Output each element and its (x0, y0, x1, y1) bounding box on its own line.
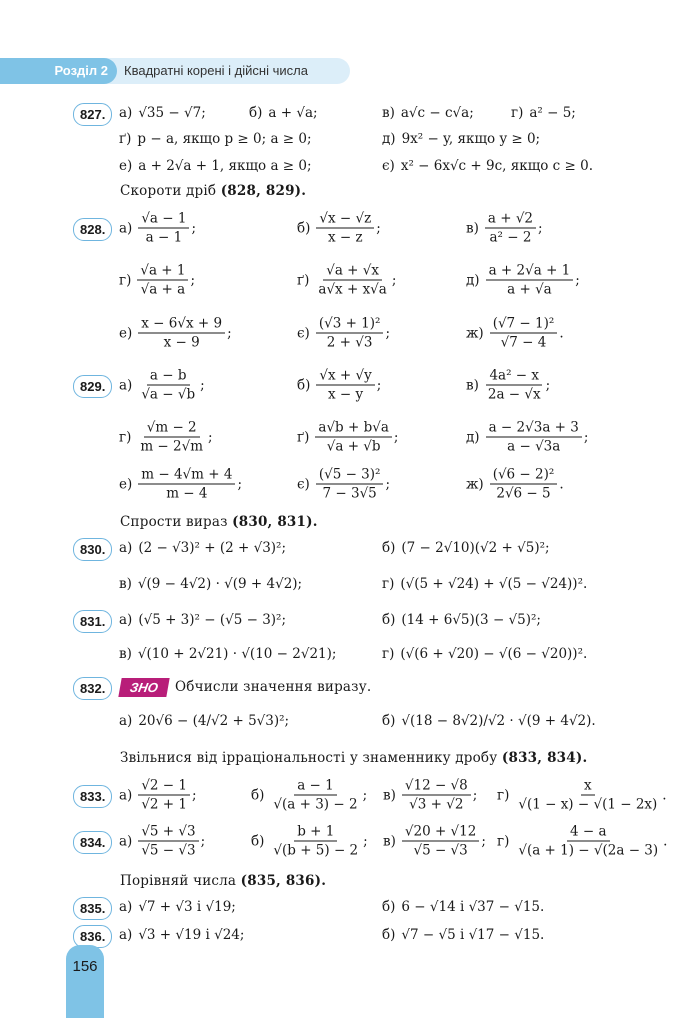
item-expression: 20√6 − (4/√2 + 5√3)²; (138, 713, 290, 729)
fraction (138, 210, 189, 247)
fraction-denominator: √a + a (140, 281, 186, 298)
item-expression: √7 − √5 і √17 − √15. (401, 927, 545, 943)
problem-item (297, 262, 396, 299)
problem-item (383, 823, 486, 860)
fraction-denominator: a² − 2 (489, 229, 532, 246)
item-label: а) (119, 787, 133, 803)
item-label: е) (119, 476, 133, 492)
problem-item (297, 315, 390, 352)
problem-item (466, 466, 564, 503)
fraction (138, 367, 198, 404)
problem-item (119, 419, 213, 456)
fraction (138, 466, 235, 503)
fraction-denominator: 7 − 3√5 (322, 485, 377, 502)
problem-item (119, 644, 336, 664)
item-label: б) (249, 105, 263, 121)
fraction-numerator: √a + 1 (137, 262, 188, 281)
problem-item (297, 367, 381, 404)
problem-item (383, 777, 477, 814)
page-number-tab (66, 945, 104, 1018)
fraction-numerator: b + 1 (294, 823, 337, 842)
item-label: б) (382, 713, 396, 729)
problem-item (497, 823, 667, 860)
problem-number-830: 830. (73, 538, 112, 561)
fraction (486, 262, 574, 299)
fraction-numerator: √5 + √3 (138, 823, 198, 842)
problem-item (382, 610, 541, 630)
fraction (138, 823, 198, 860)
fraction-denominator: 2√6 − 5 (496, 485, 551, 502)
fraction-numerator: 4 − a (567, 823, 610, 842)
fraction (270, 823, 361, 860)
problem-item (382, 156, 593, 176)
problem-item (382, 538, 550, 558)
fraction-denominator: √2 + 1 (141, 796, 188, 813)
item-label: в) (382, 105, 395, 121)
fraction-tail: ; (190, 272, 196, 288)
fraction-numerator: √a − 1 (138, 210, 189, 229)
item-expression: 6 − √14 і √37 − √15. (401, 899, 545, 915)
item-expression: x² − 6x√c + 9c, якщо c ≥ 0. (400, 158, 593, 174)
item-label: г) (511, 105, 524, 121)
item-expression: a + √a; (268, 105, 318, 121)
problem-item (119, 262, 195, 299)
fraction-tail: ; (208, 429, 213, 445)
item-label: а) (119, 713, 133, 729)
problem-item (497, 777, 667, 814)
item-label: а) (119, 220, 133, 236)
fraction-denominator: √(b + 5) − 2 (273, 842, 359, 859)
item-label: е) (119, 325, 133, 341)
fraction (315, 262, 389, 299)
fraction-denominator: √a + √b (326, 438, 381, 455)
fraction-numerator: a − 2√3a + 3 (486, 419, 582, 438)
problem-number-836: 836. (73, 925, 112, 948)
fraction-tail: . (663, 833, 668, 849)
fraction (137, 419, 206, 456)
item-label: ґ) (297, 429, 310, 445)
heading-832: Обчисли значення виразу. (175, 679, 372, 695)
fraction-numerator: √2 − 1 (138, 777, 190, 796)
item-expression: √(10 + 2√21) · √(10 − 2√21); (137, 646, 337, 662)
problem-number-832: 832. (73, 677, 112, 700)
item-label: б) (251, 833, 265, 849)
item-label: б) (382, 540, 396, 556)
item-label: б) (382, 612, 396, 628)
problem-item (297, 210, 381, 247)
fraction (316, 210, 374, 247)
item-label: ґ) (119, 131, 132, 147)
item-expression: a + 2√a + 1, якщо a ≥ 0; (138, 158, 312, 174)
page-number: 156 (72, 958, 98, 975)
fraction-numerator: (√6 − 2)² (490, 466, 558, 485)
section-tag: Розділ 2 (0, 58, 117, 84)
problem-item (119, 315, 232, 352)
item-label: а) (119, 927, 133, 943)
fraction-numerator: a + 2√a + 1 (486, 262, 574, 281)
fraction (315, 419, 391, 456)
fraction-numerator: √x − √z (316, 210, 374, 229)
item-label: ґ) (297, 272, 310, 288)
problem-number-834: 834. (73, 831, 112, 854)
item-label: є) (382, 158, 395, 174)
fraction-numerator: (√7 − 1)² (490, 315, 558, 334)
problem-item (466, 210, 543, 247)
fraction-denominator: m − 4 (166, 485, 208, 502)
item-label: д) (382, 131, 396, 147)
zno-badge: ЗНО (118, 678, 169, 697)
fraction (486, 419, 582, 456)
item-label: а) (119, 540, 133, 556)
problem-item (382, 574, 587, 594)
item-label: в) (383, 833, 396, 849)
fraction-denominator: x − y (328, 386, 364, 403)
item-expression: √3 + √19 і √24; (138, 927, 245, 943)
problem-item (119, 777, 197, 814)
fraction-denominator: a − √3a (507, 438, 561, 455)
problem-item (119, 897, 236, 917)
fraction (316, 315, 384, 352)
fraction-tail: ; (362, 787, 368, 803)
fraction (316, 367, 374, 404)
item-label: в) (119, 576, 132, 592)
fraction-numerator: a + √2 (485, 210, 536, 229)
item-label: г) (119, 272, 132, 288)
fraction-denominator: √(a + 1) − √(2a − 3) (518, 842, 659, 859)
fraction (137, 262, 188, 299)
problem-item (119, 156, 312, 176)
item-label: б) (297, 377, 311, 393)
heading-833: Звільнися від ірраціональності у знаменнику дробу (833, 834). (120, 750, 588, 766)
fraction-numerator: √20 + √12 (402, 823, 479, 842)
problem-item (119, 103, 206, 123)
problem-item (119, 210, 196, 247)
item-expression: √7 + √3 і √19; (138, 899, 236, 915)
item-expression: p − a, якщо p ≥ 0; a ≥ 0; (137, 131, 312, 147)
fraction-denominator: √(a + 3) − 2 (273, 796, 358, 813)
fraction (515, 777, 660, 814)
problem-item (466, 262, 580, 299)
problem-item (119, 925, 244, 945)
item-expression: (√5 + 3)² − (√5 − 3)²; (138, 612, 287, 628)
problem-item (119, 538, 286, 558)
item-expression: (2 − √3)² + (2 + √3)²; (138, 540, 287, 556)
fraction-numerator: x − 6√x + 9 (138, 315, 225, 334)
problem-item (249, 103, 318, 123)
item-label: б) (382, 899, 396, 915)
item-label: г) (497, 833, 510, 849)
item-expression: √(18 − 8√2)/√2 · √(9 + 4√2). (401, 713, 596, 729)
fraction-denominator: √5 − √3 (141, 842, 196, 859)
problem-item (251, 777, 367, 814)
item-expression: (14 + 6√5)(3 − √5)²; (401, 612, 541, 628)
fraction-numerator: m − 4√m + 4 (138, 466, 235, 485)
problem-item (511, 103, 576, 123)
fraction-numerator: 4a² − x (486, 367, 542, 386)
problem-item (382, 129, 540, 149)
item-label: в) (466, 220, 479, 236)
item-label: г) (119, 429, 132, 445)
fraction-numerator: x (581, 777, 595, 796)
fraction-tail: . (559, 476, 564, 492)
problem-item (382, 925, 544, 945)
problem-item (251, 823, 368, 860)
item-label: а) (119, 612, 133, 628)
item-label: в) (383, 787, 396, 803)
fraction-denominator: m − 2√m (140, 438, 204, 455)
fraction-tail: ; (200, 833, 206, 849)
fraction-denominator: a − 1 (145, 229, 183, 246)
fraction-denominator: √3 + √2 (409, 796, 464, 813)
item-label: б) (382, 927, 396, 943)
item-label: а) (119, 377, 133, 393)
item-label: г) (497, 787, 510, 803)
fraction-numerator: a − 1 (294, 777, 337, 796)
item-label: є) (297, 476, 310, 492)
fraction (490, 466, 558, 503)
problem-item (466, 367, 550, 404)
section-title: Квадратні корені і дійсні числа (124, 63, 308, 78)
problem-item (119, 129, 312, 149)
problem-number-829: 829. (73, 375, 112, 398)
fraction-denominator: a√x + x√a (318, 281, 387, 298)
problem-number-831: 831. (73, 610, 112, 633)
item-expression: √35 − √7; (138, 105, 206, 121)
problem-item (119, 610, 286, 630)
problem-item (297, 419, 398, 456)
fraction-numerator: a − b (147, 367, 190, 386)
item-label: є) (297, 325, 310, 341)
fraction-tail: ; (376, 220, 381, 236)
fraction-tail: ; (227, 325, 232, 341)
item-expression: √(9 − 4√2) · √(9 + 4√2); (137, 576, 303, 592)
fraction (402, 823, 479, 860)
fraction-numerator: a√b + b√a (315, 419, 391, 438)
item-label: г) (382, 576, 395, 592)
fraction-tail: ; (385, 476, 391, 492)
fraction (402, 777, 471, 814)
fraction-denominator: x − 9 (163, 334, 200, 351)
fraction (485, 210, 536, 247)
fraction (270, 777, 360, 814)
fraction-tail: ; (472, 787, 478, 803)
item-label: ж) (466, 325, 484, 341)
item-expression: (√(6 + √20) − √(6 − √20))². (400, 646, 588, 662)
problem-item (382, 897, 544, 917)
fraction-tail: ; (391, 272, 397, 288)
problem-number-828: 828. (73, 218, 112, 241)
item-label: б) (297, 220, 311, 236)
fraction (490, 315, 558, 352)
problem-item (466, 315, 564, 352)
fraction-denominator: 2a − √x (487, 386, 541, 403)
fraction (485, 367, 544, 404)
item-label: б) (251, 787, 265, 803)
problem-item (119, 367, 205, 404)
item-label: г) (382, 646, 395, 662)
item-expression: 9x² − y, якщо y ≥ 0; (401, 131, 541, 147)
problem-item (382, 103, 474, 123)
item-label: а) (119, 833, 133, 849)
item-label: е) (119, 158, 133, 174)
item-label: в) (466, 377, 479, 393)
fraction (515, 823, 661, 860)
problem-item (466, 419, 588, 456)
fraction-numerator: (√5 − 3)² (316, 466, 384, 485)
fraction-tail: . (662, 787, 667, 803)
fraction-tail: ; (237, 476, 242, 492)
fraction-tail: ; (583, 429, 589, 445)
fraction-tail: ; (363, 833, 368, 849)
fraction-tail: ; (200, 377, 205, 393)
problem-number-827: 827. (73, 103, 112, 126)
item-expression: a² − 5; (529, 105, 576, 121)
fraction-denominator: √a − √b (141, 386, 196, 403)
problem-item (119, 711, 289, 731)
fraction-tail: ; (192, 787, 197, 803)
fraction-numerator: √a + √x (323, 262, 382, 281)
fraction-tail: ; (385, 325, 391, 341)
item-label: а) (119, 105, 133, 121)
fraction-denominator: √7 − 4 (500, 334, 547, 351)
fraction-numerator: √12 − √8 (402, 777, 471, 796)
fraction (138, 315, 225, 352)
fraction-denominator: √(1 − x) − √(1 − 2x) (518, 796, 658, 813)
fraction (138, 777, 190, 814)
fraction-tail: ; (393, 429, 399, 445)
problem-item (119, 574, 302, 594)
item-label: в) (119, 646, 132, 662)
item-expression: (√(5 + √24) + √(5 − √24))². (400, 576, 588, 592)
heading-830: Спрости вираз (830, 831). (120, 514, 318, 530)
fraction-tail: ; (191, 220, 197, 236)
fraction-tail: . (559, 325, 564, 341)
fraction-denominator: a + √a (507, 281, 552, 298)
fraction-numerator: (√3 + 1)² (316, 315, 384, 334)
problem-item (119, 466, 242, 503)
item-label: д) (466, 429, 480, 445)
fraction-numerator: √m − 2 (144, 419, 200, 438)
item-label: д) (466, 272, 480, 288)
item-label: а) (119, 899, 133, 915)
heading-828: Скороти дріб (828, 829). (120, 183, 307, 199)
fraction-denominator: √5 − √3 (413, 842, 468, 859)
problem-item (119, 823, 205, 860)
problem-number-835: 835. (73, 897, 112, 920)
item-expression: a√c − c√a; (400, 105, 474, 121)
problem-number-833: 833. (73, 785, 112, 808)
fraction-numerator: √x + √y (316, 367, 374, 386)
fraction-tail: ; (376, 377, 382, 393)
heading-835: Порівняй числа (835, 836). (120, 873, 327, 889)
fraction-tail: ; (538, 220, 543, 236)
problem-item (297, 466, 390, 503)
fraction-tail: ; (481, 833, 486, 849)
fraction-denominator: 2 + √3 (326, 334, 373, 351)
fraction-tail: ; (575, 272, 580, 288)
item-label: ж) (466, 476, 484, 492)
item-expression: (7 − 2√10)(√2 + √5)²; (401, 540, 550, 556)
fraction-denominator: x − z (328, 229, 363, 246)
problem-item (382, 711, 596, 731)
fraction-tail: ; (545, 377, 551, 393)
fraction (316, 466, 384, 503)
problem-item (382, 644, 587, 664)
